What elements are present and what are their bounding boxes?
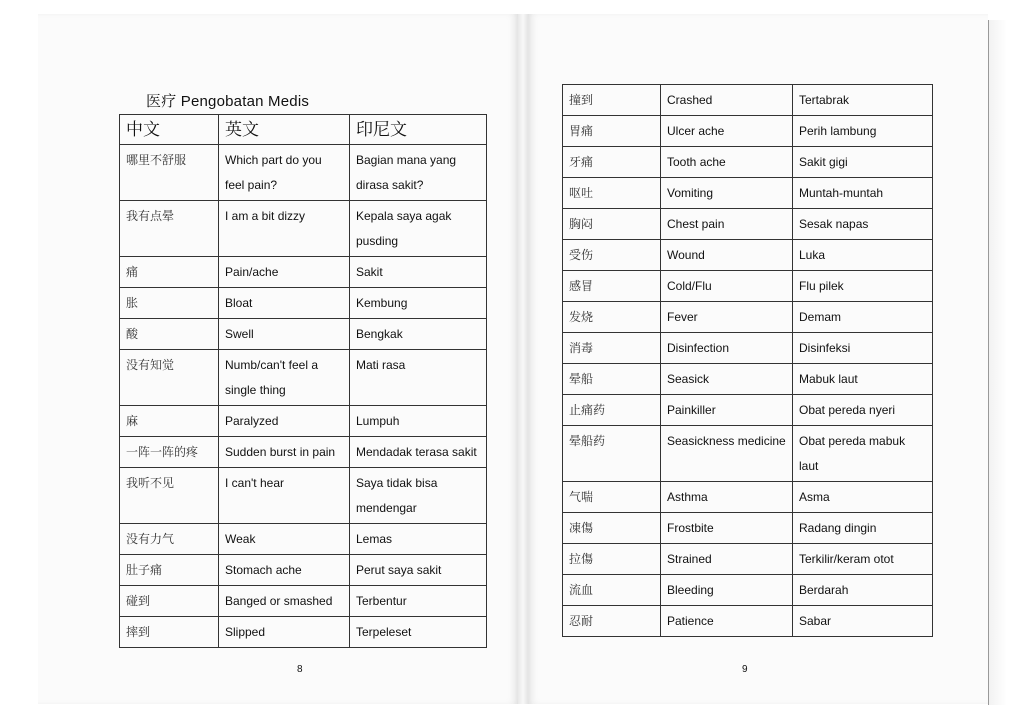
cell-indonesian: Terbentur	[350, 586, 487, 617]
cell-english: Chest pain	[661, 209, 793, 240]
table-row	[563, 271, 933, 302]
cell-english: Strained	[661, 544, 793, 575]
cell-english: Crashed	[661, 85, 793, 116]
table-row	[563, 606, 933, 637]
cell-indonesian: Lumpuh	[350, 406, 487, 437]
table-row	[563, 178, 933, 209]
cell-chinese: 哪里不舒服	[120, 145, 219, 201]
table-row	[563, 482, 933, 513]
cell-english: Frostbite	[661, 513, 793, 544]
cell-indonesian: Terkilir/keram otot	[793, 544, 933, 575]
cell-indonesian: Sakit gigi	[793, 147, 933, 178]
table-row	[563, 364, 933, 395]
table-row	[120, 319, 487, 350]
table-row	[120, 288, 487, 319]
cell-indonesian: Sesak napas	[793, 209, 933, 240]
cell-chinese: 止痛药	[563, 395, 661, 426]
cell-chinese: 麻	[120, 406, 219, 437]
cell-english: Bleeding	[661, 575, 793, 606]
table-row	[563, 209, 933, 240]
cell-indonesian: Mendadak terasa sakit	[350, 437, 487, 468]
cell-chinese: 胃痛	[563, 116, 661, 147]
table-row	[563, 147, 933, 178]
cell-english: Which part do you feel pain?	[219, 145, 350, 201]
cell-indonesian: Demam	[793, 302, 933, 333]
cell-english: I can't hear	[219, 468, 350, 524]
cell-indonesian: Radang dingin	[793, 513, 933, 544]
table-row	[563, 395, 933, 426]
cell-chinese: 气喘	[563, 482, 661, 513]
table-row	[120, 586, 487, 617]
page-edge	[988, 20, 1007, 705]
cell-english: Banged or smashed	[219, 586, 350, 617]
page-number-right: 9	[742, 664, 748, 675]
table-row	[563, 302, 933, 333]
table-row	[120, 437, 487, 468]
cell-chinese: 呕吐	[563, 178, 661, 209]
cell-chinese: 胸闷	[563, 209, 661, 240]
book-spine	[518, 14, 528, 704]
cell-indonesian: Mati rasa	[350, 350, 487, 406]
table-row	[120, 257, 487, 288]
cell-chinese: 发烧	[563, 302, 661, 333]
table-row	[563, 513, 933, 544]
cell-english: Paralyzed	[219, 406, 350, 437]
table-row	[120, 555, 487, 586]
cell-chinese: 没有力气	[120, 524, 219, 555]
cell-english: I am a bit dizzy	[219, 201, 350, 257]
cell-english: Slipped	[219, 617, 350, 648]
cell-chinese: 消毒	[563, 333, 661, 364]
cell-indonesian: Bagian mana yang dirasa sakit?	[350, 145, 487, 201]
cell-chinese: 晕船	[563, 364, 661, 395]
cell-english: Wound	[661, 240, 793, 271]
vocab-table-left	[119, 114, 487, 648]
cell-english: Swell	[219, 319, 350, 350]
cell-indonesian: Kembung	[350, 288, 487, 319]
cell-english: Seasick	[661, 364, 793, 395]
table-row	[120, 350, 487, 406]
table-row	[120, 145, 487, 201]
cell-indonesian: Perut saya sakit	[350, 555, 487, 586]
cell-english: Numb/can't feel a single thing	[219, 350, 350, 406]
cell-indonesian: Kepala saya agak pusding	[350, 201, 487, 257]
table-row	[563, 544, 933, 575]
cell-chinese: 忍耐	[563, 606, 661, 637]
cell-chinese: 凍傷	[563, 513, 661, 544]
cell-chinese: 没有知觉	[120, 350, 219, 406]
cell-chinese: 晕船药	[563, 426, 661, 482]
cell-english: Stomach ache	[219, 555, 350, 586]
cell-indonesian: Tertabrak	[793, 85, 933, 116]
cell-english: Pain/ache	[219, 257, 350, 288]
page-number-left: 8	[297, 664, 303, 675]
cell-chinese: 拉傷	[563, 544, 661, 575]
table-row	[563, 85, 933, 116]
cell-chinese: 肚子痛	[120, 555, 219, 586]
cell-indonesian: Asma	[793, 482, 933, 513]
cell-english: Seasickness medicine	[661, 426, 793, 482]
cell-indonesian: Luka	[793, 240, 933, 271]
cell-indonesian: Lemas	[350, 524, 487, 555]
cell-chinese: 胀	[120, 288, 219, 319]
cell-english: Sudden burst in pain	[219, 437, 350, 468]
cell-chinese: 撞到	[563, 85, 661, 116]
cell-indonesian: Berdarah	[793, 575, 933, 606]
cell-indonesian: Perih lambung	[793, 116, 933, 147]
cell-english: Weak	[219, 524, 350, 555]
cell-english: Cold/Flu	[661, 271, 793, 302]
cell-indonesian: Flu pilek	[793, 271, 933, 302]
cell-chinese: 感冒	[563, 271, 661, 302]
cell-chinese: 摔到	[120, 617, 219, 648]
table-row	[563, 575, 933, 606]
cell-chinese: 碰到	[120, 586, 219, 617]
cell-chinese: 酸	[120, 319, 219, 350]
cell-chinese: 我有点晕	[120, 201, 219, 257]
table-row	[120, 468, 487, 524]
cell-chinese: 一阵一阵的疼	[120, 437, 219, 468]
column-header-english: 英文	[219, 115, 350, 145]
table-row	[563, 426, 933, 482]
table-row	[563, 116, 933, 147]
table-row	[120, 406, 487, 437]
cell-english: Vomiting	[661, 178, 793, 209]
table-row	[120, 617, 487, 648]
cell-indonesian: Saya tidak bisa mendengar	[350, 468, 487, 524]
table-row	[120, 201, 487, 257]
table-row	[120, 524, 487, 555]
cell-chinese: 牙痛	[563, 147, 661, 178]
column-header-indonesian: 印尼文	[350, 115, 487, 145]
table-row	[563, 333, 933, 364]
cell-english: Disinfection	[661, 333, 793, 364]
cell-english: Patience	[661, 606, 793, 637]
cell-indonesian: Muntah-muntah	[793, 178, 933, 209]
table-row	[563, 240, 933, 271]
cell-chinese: 痛	[120, 257, 219, 288]
cell-english: Tooth ache	[661, 147, 793, 178]
cell-indonesian: Terpeleset	[350, 617, 487, 648]
cell-chinese: 我听不见	[120, 468, 219, 524]
cell-indonesian: Disinfeksi	[793, 333, 933, 364]
cell-english: Bloat	[219, 288, 350, 319]
vocab-table-right	[562, 84, 933, 637]
cell-english: Asthma	[661, 482, 793, 513]
cell-indonesian: Sabar	[793, 606, 933, 637]
cell-indonesian: Obat pereda nyeri	[793, 395, 933, 426]
cell-indonesian: Obat pereda mabuk laut	[793, 426, 933, 482]
table-header-row	[120, 115, 487, 145]
cell-chinese: 受伤	[563, 240, 661, 271]
cell-english: Ulcer ache	[661, 116, 793, 147]
column-header-chinese: 中文	[120, 115, 219, 145]
cell-indonesian: Bengkak	[350, 319, 487, 350]
cell-english: Fever	[661, 302, 793, 333]
page-title: 医疗 Pengobatan Medis	[146, 93, 310, 110]
cell-english: Painkiller	[661, 395, 793, 426]
cell-indonesian: Mabuk laut	[793, 364, 933, 395]
cell-indonesian: Sakit	[350, 257, 487, 288]
cell-chinese: 流血	[563, 575, 661, 606]
